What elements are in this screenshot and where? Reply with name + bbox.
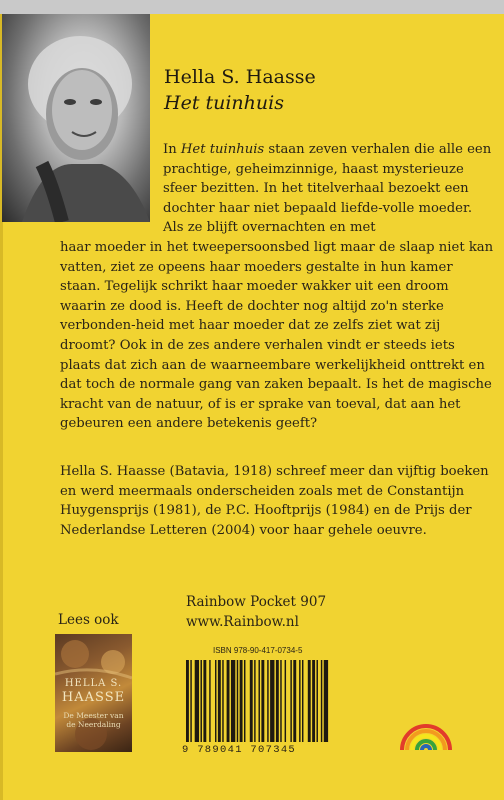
- barcode-image: [184, 660, 380, 744]
- related-book-cover: [55, 634, 132, 752]
- website-label: www.Rainbow.nl: [186, 614, 299, 630]
- isbn-label: ISBN 978-90-417-0734-5: [213, 646, 303, 655]
- book-title: Het tuinhuis: [164, 92, 284, 114]
- barcode-number: 9 789041 707345: [182, 744, 297, 756]
- rainbow-logo-icon: [398, 716, 454, 752]
- top-edge: [0, 0, 504, 14]
- author-photo: [2, 14, 150, 222]
- blurb-text: staan zeven verhalen die alle een prachtige, geheimzinnige, haast mysterieuze sfeer bezitten. In het titelverhaal bezoekt een dochter haar niet bepaald liefde-volle moeder. Als ze blijft overnachten en met: [163, 142, 492, 236]
- series-label: Rainbow Pocket 907: [186, 594, 327, 610]
- author-name: Hella S. Haasse: [164, 66, 316, 88]
- related-book-author-last: HAASSE: [61, 690, 126, 705]
- related-book-author-first: HELLA S.: [64, 678, 123, 689]
- lees-ook-label: Lees ook: [58, 612, 119, 628]
- blurb-paragraph-2: haar moeder in het tweepersoonsbed ligt maar de slaap niet kan vatten, ziet ze opeens haar moeders gestalte in hun kamer staan. Tegelijk schrikt haar moeder wakker uit een droom waarin ze dood is. Heeft de dochter nog altijd zo'n sterke verbonden-heid met haar moeder dat ze zelfs ziet wat zij droomt? Ook in de zes andere verhalen vindt er steeds iets plaats dat zich aan de waarneembare werkelijkheid onttrekt en dat toch de normale gang van zaken bepaalt. Is het de magische kracht van de natuur, of is er sprake van toeval, dat aan het gebeuren een andere betekenis geeft?: [60, 240, 494, 432]
- author-portrait-illustration: [2, 14, 150, 222]
- related-book-title: De Meester van de Neerdaling: [63, 711, 124, 729]
- blurb-intro: In: [163, 142, 181, 157]
- author-bio: Hella S. Haasse (Batavia, 1918) schreef meer dan vijftig boeken en werd meermaals onderscheiden zoals met de Constantijn Huygensprijs (1981), de P.C. Hooftprijs (1984) en de Prijs der Nederlandse Letteren (2004) voor haar gehele oeuvre.: [60, 464, 489, 538]
- blurb-title-italic: Het tuinhuis: [180, 142, 265, 157]
- blurb-paragraph-1: [163, 140, 493, 238]
